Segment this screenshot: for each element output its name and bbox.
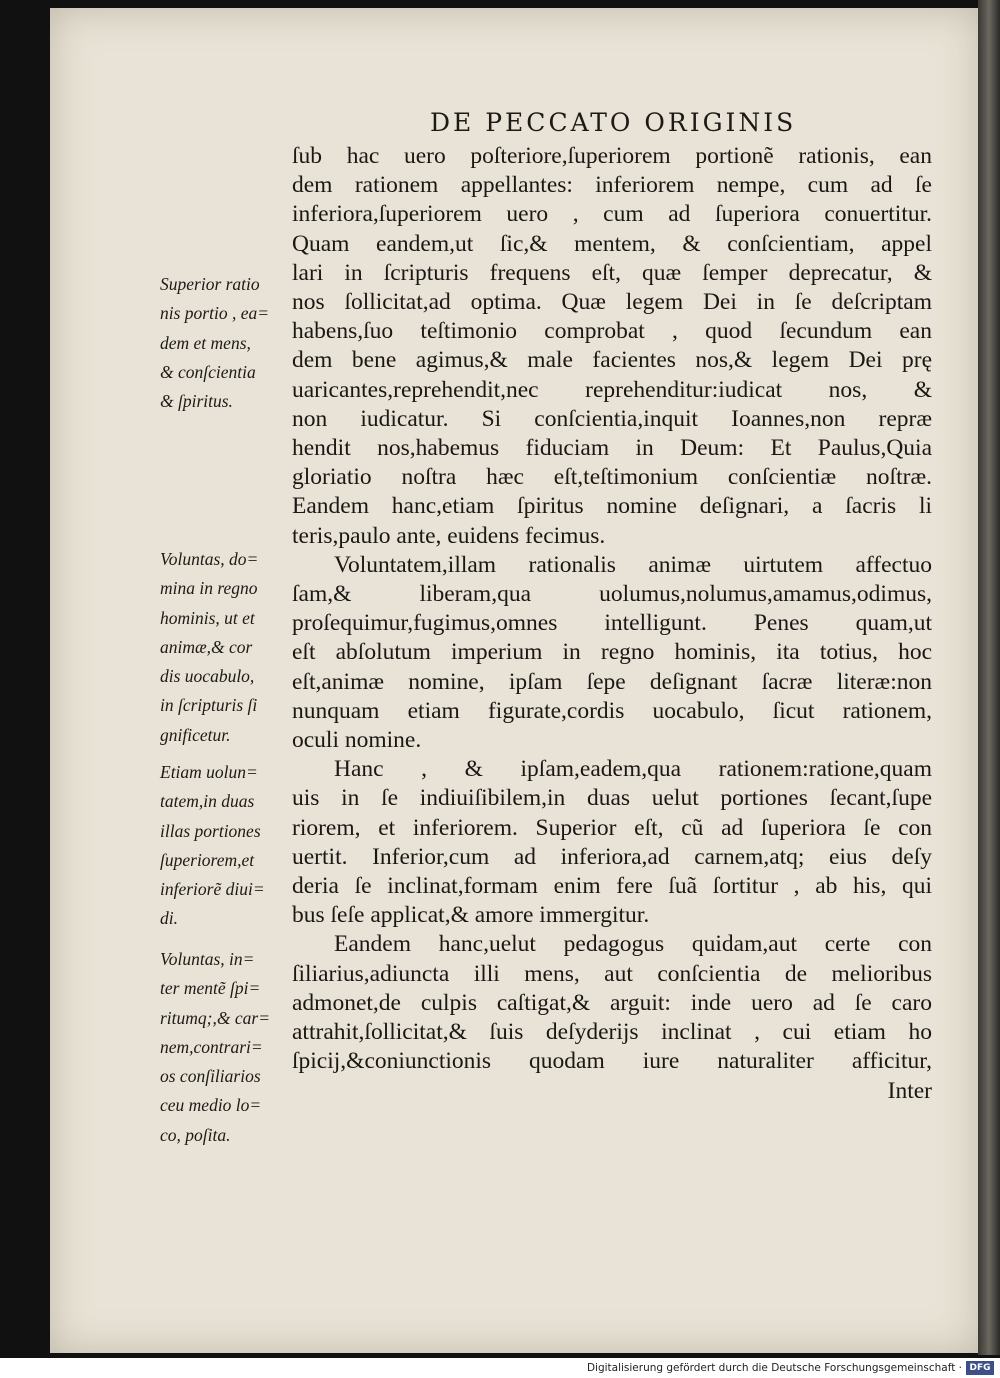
running-head: DE PECCATO ORIGINIS (430, 108, 797, 137)
body-line: bus ſeſe applicat,& amore immergitur. (292, 902, 650, 929)
margin-note-line: hominis, ut et (160, 607, 255, 628)
margin-note-line: di. (160, 908, 178, 929)
margin-note (160, 545, 295, 750)
margin-note (160, 945, 295, 1150)
body-line: admonet,de culpis caſtigat,& arguit: inde uero ad ſe caro (292, 989, 932, 1016)
margin-note-line: co, poſita. (160, 1124, 231, 1145)
margin-note-line: dem et mens, (160, 332, 251, 353)
body-line: Quam eandem,ut ſic,& mentem, & conſcientiam, appel (292, 230, 932, 257)
body-line: proſequimur,fugimus,omnes intelligunt. Penes quam,ut (292, 610, 932, 637)
body-line: nos ſollicitat,ad optima. Quæ legem Dei in ſe deſcriptam (292, 289, 932, 316)
margin-note-line: Etiam uolun= (160, 762, 258, 782)
body-line: inferiora,ſuperiorem uero , cum ad ſuperiora conuertitur. (292, 201, 932, 228)
body-line: Voluntatem,illam rationalis animæ uirtutem affectuo (334, 551, 932, 578)
body-line: attrahit,ſollicitat,& ſuis deſyderijs inclinat , cui etiam ho (292, 1019, 932, 1046)
margin-note-line: Voluntas, in= (160, 949, 255, 969)
body-line: ſiliarius,adiuncta illi mens, aut conſcientia de melioribus (292, 960, 932, 987)
body-line: dem rationem appellantes: inferiorem nempe, cum ad ſe (292, 172, 932, 199)
book-spine-edge (978, 0, 1000, 1355)
body-line: non iudicatur. Si conſcientia,inquit Ioannes,non repræ (292, 405, 932, 432)
margin-note-line: tatem,in duas (160, 791, 255, 812)
body-line: nunquam etiam figurate,cordis uocabulo, ſicut rationem, (292, 697, 932, 724)
body-line: deria ſe inclinat,formam enim fere ſuã ſortitur , ab his, qui (292, 873, 932, 900)
body-line: ſam,& liberam,qua uolumus,nolumus,amamus,odimus, (292, 581, 932, 608)
body-line: dem bene agimus,& male facientes nos,& legem Dei prę (292, 347, 932, 374)
body-line: oculi nomine. (292, 727, 422, 754)
margin-note-line: dis uocabulo, (160, 666, 255, 687)
body-line: Eandem hanc,etiam ſpiritus nomine deſignari, a ſacris li (292, 493, 932, 520)
body-line: Inter (887, 1077, 932, 1104)
body-line: lari in ſcripturis frequens eſt, quæ ſemper deprecatur, & (292, 259, 932, 286)
margin-note-line: nem,contrari= (160, 1036, 263, 1057)
body-line: eſt,animæ nomine, ipſam ſepe deſignant ſacræ literæ:non (292, 668, 932, 695)
body-line: riorem, et inferiorem. Superior eſt, cũ ad ſuperiora ſe con (292, 814, 932, 841)
margin-note-line: inferiorẽ diui= (160, 879, 265, 900)
margin-note-line: ſuperiorem,et (160, 849, 255, 870)
margin-note-line: nis portio , ea= (160, 303, 270, 324)
margin-note-line: mina in regno (160, 578, 258, 599)
dfg-logo-icon: DFG (966, 1361, 994, 1375)
margin-note-line: & ſpiritus. (160, 391, 233, 412)
margin-note-line: ter mentẽ ſpi= (160, 978, 261, 999)
margin-note-line: gnificetur. (160, 724, 231, 745)
margin-note-line: in ſcripturis ſi (160, 695, 258, 716)
body-line: hendit nos,habemus fiduciam in Deum: Et Paulus,Quia (292, 435, 932, 462)
margin-note-line: & conſcientia (160, 361, 256, 382)
body-line: ſpicij,&coniunctionis quodam iure naturaliter afficitur, (292, 1048, 932, 1075)
margin-note-line: animæ,& cor (160, 636, 253, 657)
body-line: Hanc , & ipſam,eadem,qua rationem:ratione,quam (334, 756, 932, 783)
body-line: Eandem hanc,uelut pedagogus quidam,aut certe con (334, 931, 932, 958)
margin-note (160, 270, 295, 416)
margin-note (160, 758, 295, 934)
body-line: uaricantes,reprehendit,nec reprehenditur:iudicat nos, & (292, 376, 932, 403)
body-text-block (292, 142, 932, 1106)
margin-note-line: Superior ratio (160, 274, 260, 294)
margin-note-line: os conſiliarios (160, 1066, 261, 1087)
funding-credit: Digitalisierung gefördert durch die Deutsche Forschungsgemeinschaft · (586, 1362, 962, 1374)
margin-note-line: illas portiones (160, 820, 261, 841)
body-line: uis in ſe indiuiſibilem,in duas uelut portiones ſecant,ſupe (292, 785, 932, 812)
body-line: teris,paulo ante, euidens fecimus. (292, 522, 606, 549)
body-line: uertit. Inferior,cum ad inferiora,ad carnem,atq; eius deſy (292, 843, 932, 870)
body-line: habens,ſuo teſtimonio comprobat , quod ſecundum ean (292, 318, 932, 345)
body-line: gloriatio noſtra hæc eſt,teſtimonium conſcientiæ noſtræ. (292, 464, 932, 491)
margin-note-line: ceu medio lo= (160, 1095, 262, 1116)
margin-note-line: ritumq;,& car= (160, 1007, 270, 1028)
body-line: eſt abſolutum imperium in regno hominis, ita totius, hoc (292, 639, 932, 666)
body-line: ſub hac uero poſteriore,ſuperiorem portionẽ rationis, ean (292, 143, 932, 169)
margin-note-line: Voluntas, do= (160, 549, 259, 569)
